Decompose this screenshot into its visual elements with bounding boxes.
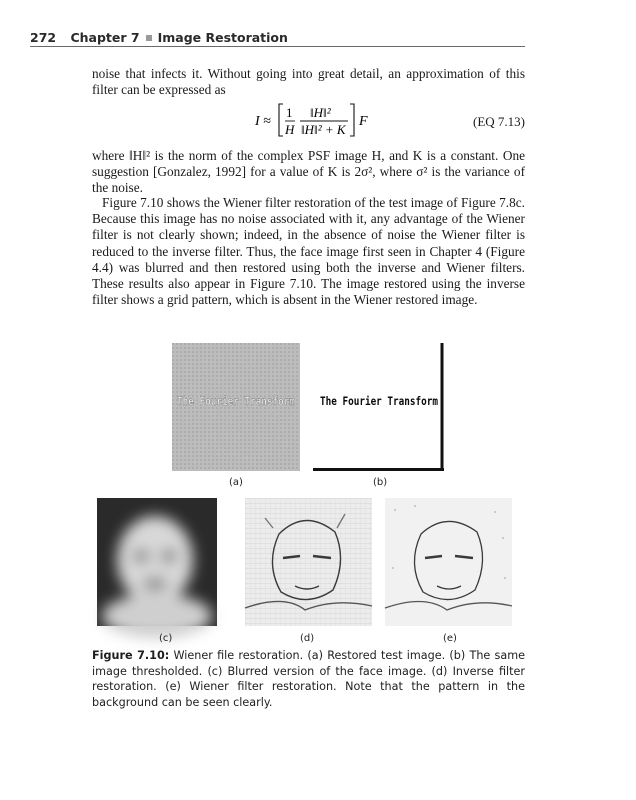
eq-frac2-num: ‖H‖² xyxy=(310,105,331,120)
paragraph-3 xyxy=(92,195,525,308)
paragraph-3-text: Figure 7.10 shows the Wiener filter restoration of the test image of Figure 7.8c. Because this image has no noise associated with it, any advantage of the Wiener filter is not clearly shown; indeed, in the absence of noise the Wiener filter is reduced to the inverse filter. Thus, the face image first seen in Chapter 4 (Figure 4.4) was blurred and then restored using both the inverse and Wiener filters. These results also appear in Figure 7.10. The image restored using the inverse filter shows a grid pattern, which is absent in the Wiener restored image. xyxy=(92,195,525,308)
paragraph-1: noise that infects it. Without going into great detail, an approximation of this filter can be expressed as xyxy=(92,66,525,98)
figure-b-image xyxy=(313,343,444,471)
right-bracket xyxy=(350,104,354,136)
figure-a-text: The Fourier Transform xyxy=(177,394,296,408)
figure-label-a: (a) xyxy=(229,477,243,488)
equation-7-13 xyxy=(250,100,525,140)
figure-e-image xyxy=(385,498,512,626)
caption-label: Figure 7.10: xyxy=(92,649,170,662)
figure-c-image xyxy=(97,498,217,626)
section-title: Image Restoration xyxy=(157,30,288,45)
paragraph-2: where ‖H‖² is the norm of the complex PSF image H, and K is a constant. One suggestion [Gonzalez, 1992] for a value of K is 2σ², where σ² is the variance of the noise. xyxy=(92,148,525,196)
eq-rhs: F xyxy=(359,114,368,129)
figure-a-image xyxy=(172,343,300,471)
eq-frac2-den: ‖H‖² + K xyxy=(301,122,346,137)
figure-label-d: (d) xyxy=(300,633,315,644)
figure-d-image xyxy=(245,498,372,626)
left-bracket xyxy=(279,104,283,136)
eq-frac1-num: 1 xyxy=(286,105,293,120)
caption-text: Wiener file restoration. (a) Restored test image. (b) The same image thresholded. (c) Blurred version of the face image. (d) Inverse filter restoration. (e) Wiener filter restoration. Note that the pattern in the background can be seen clearly. xyxy=(92,649,526,709)
figure-label-c: (c) xyxy=(159,633,173,644)
figure-caption xyxy=(92,648,525,710)
figure-e-background xyxy=(385,498,512,626)
equation-number: (EQ 7.13) xyxy=(473,114,525,129)
running-header xyxy=(30,30,525,46)
page-number: 272 xyxy=(30,30,57,45)
equation-graphic xyxy=(250,100,460,140)
figure-d-background xyxy=(245,498,372,626)
header-separator xyxy=(146,35,152,41)
chapter-title: Chapter 7 xyxy=(70,30,140,45)
figure-label-e: (e) xyxy=(443,633,457,644)
eq-lhs: I ≈ xyxy=(255,114,271,129)
eq-frac1-den: H xyxy=(285,122,295,137)
figure-label-b: (b) xyxy=(373,477,388,488)
figure-b-text: The Fourier Transform xyxy=(320,394,439,408)
header-rule xyxy=(30,46,525,47)
